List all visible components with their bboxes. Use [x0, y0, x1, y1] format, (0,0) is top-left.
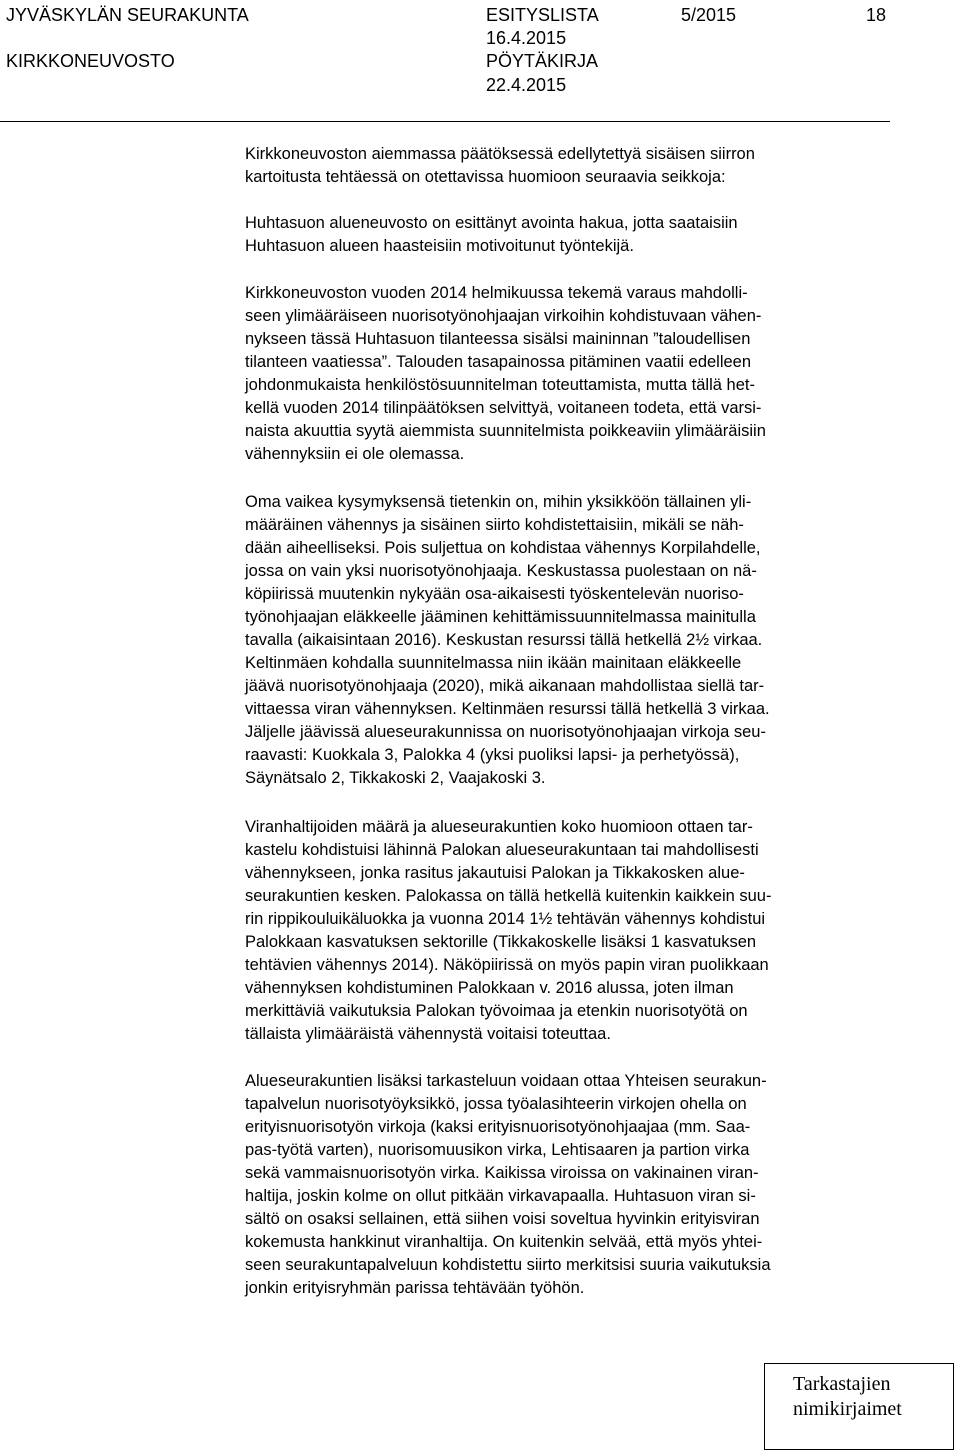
paragraph — [245, 282, 895, 466]
text-line: merkittäviä vaikutuksia Palokan työvoimaa ja etenkin nuorisotyötä on — [245, 1002, 748, 1020]
text-line: Keltinmäen kohdalla suunnitelmassa niin ikään mainitaan eläkkeelle — [245, 654, 742, 672]
text-line: jossa on vain yksi nuorisotyönohjaaja. Keskustassa puolestaan on nä- — [245, 562, 757, 580]
text-line: tilanteen vaatiessa”. Talouden tasapainossa pitäminen vaatii edelleen — [245, 353, 752, 371]
text-line: vähennyksen kohdistuminen Palokkaan v. 2016 alussa, joten ilman — [245, 979, 734, 997]
minutes-label: PÖYTÄKIRJA — [486, 51, 599, 71]
minutes-date: 22.4.2015 — [486, 75, 567, 95]
text-line: naista akuuttia syytä aiemmista suunnitelmista poikkeaviin ylimääräisiin — [245, 422, 766, 440]
text-line: dään aiheelliseksi. Pois suljettua on kohdistaa vähennys Korpilahdelle, — [245, 539, 761, 557]
organization-name: JYVÄSKYLÄN SEURAKUNTA — [6, 5, 249, 25]
paragraph — [245, 1070, 895, 1300]
text-line: vähennykseen, jonka rasitus jakautuisi Palokan ja Tikkakosken alue- — [245, 864, 745, 882]
text-line: Alueseurakuntien lisäksi tarkasteluun voidaan ottaa Yhteisen seurakun- — [245, 1072, 767, 1090]
text-line: johdonmukaista henkilöstösuunnitelman toteuttamista, mutta tällä het- — [245, 376, 755, 394]
text-line: määräinen vähennys ja sisäinen siirto kohdistettaisiin, mikäli se näh- — [245, 516, 744, 534]
text-line: seurakuntien kesken. Palokassa on tällä hetkellä kuitenkin kaikkein suu- — [245, 887, 772, 905]
text-line: vähennyksiin ei ole olemassa. — [245, 445, 465, 463]
text-line: seen ylimääräiseen nuorisotyönohjaajan virkoihin kohdistuvaan vähen- — [245, 307, 762, 325]
text-line: jäävä nuorisotyönohjaaja (2020), mikä aikanaan mahdollistaa siellä tar- — [245, 677, 765, 695]
initials-label-line2: nimikirjaimet — [793, 1398, 902, 1420]
text-line: pas-työtä varten), nuorisomuusikon virka, Lehtisaaren ja partion virka — [245, 1141, 750, 1159]
text-line: Kirkkoneuvoston vuoden 2014 helmikuussa tekemä varaus mahdolli- — [245, 284, 748, 302]
paragraph — [245, 491, 895, 790]
text-line: tehtävien vähennys 2014). Näköpiirissä on myös papin viran puolikkaan — [245, 956, 769, 974]
text-line: kastelu kohdistuisi lähinnä Palokan alueseurakuntaan tai mahdollisesti — [245, 841, 759, 859]
text-line: Kirkkoneuvoston aiemmassa päätöksessä edellytettyä sisäisen siirron — [245, 145, 755, 163]
text-line: seen seurakuntapalveluun kohdistettu siirto merkitsisi suuria vaikutuksia — [245, 1256, 771, 1274]
text-line: Oma vaikea kysymyksensä tietenkin on, mihin yksikköön tällainen yli- — [245, 493, 752, 511]
meeting-number: 5/2015 — [681, 5, 737, 25]
text-line: Palokkaan kasvatuksen sektorille (Tikkakoskelle lisäksi 1 kasvatuksen — [245, 933, 757, 951]
initials-box — [764, 1363, 954, 1450]
text-line: Viranhaltijoiden määrä ja alueseurakuntien koko huomioon ottaen tar- — [245, 818, 753, 836]
text-line: Huhtasuon alueneuvosto on esittänyt avointa hakua, jotta saataisiin — [245, 214, 738, 232]
text-line: jonkin erityisryhmän parissa tehtävään työhön. — [245, 1279, 585, 1297]
agenda-date: 16.4.2015 — [486, 28, 567, 48]
text-line: raavasti: Kuokkala 3, Palokka 4 (yksi puoliksi lapsi- ja perhetyössä), — [245, 746, 740, 764]
text-line: vittaessa viran vähennyksen. Keltinmäen resurssi tällä hetkellä 3 virkaa. — [245, 700, 770, 718]
text-line: sekä vammaisnuorisotyön virka. Kaikissa viroissa on vakinainen viran- — [245, 1164, 759, 1182]
text-line: tapalvelun nuorisotyöyksikkö, jossa työalasihteerin virkojen ohella on — [245, 1095, 747, 1113]
text-line: kokemusta hankkinut viranhaltija. On kuitenkin selvää, että myös yhtei- — [245, 1233, 763, 1251]
agenda-label: ESITYSLISTA — [486, 5, 599, 25]
text-line: tällaista ylimääräistä vähennystä voitaisi toteuttaa. — [245, 1025, 611, 1043]
text-line: kellä vuoden 2014 tilinpäätöksen selvittyä, voitaneen todeta, että varsi- — [245, 399, 762, 417]
text-line: tavalla (aikaisintaan 2016). Keskustan resurssi tällä hetkellä 2½ virkaa. — [245, 631, 763, 649]
text-line: kartoitusta tehtäessä on otettavissa huomioon seuraavia seikkoja: — [245, 168, 726, 186]
paragraph — [245, 143, 895, 189]
text-line: rin rippikouluikäluokka ja vuonna 2014 1½ tehtävän vähennys kohdistui — [245, 910, 766, 928]
board-name: KIRKKONEUVOSTO — [6, 51, 175, 71]
initials-label-line1: Tarkastajien — [793, 1373, 891, 1395]
text-line: sältö on osaksi sellainen, että siihen voisi soveltua hyvinkin erityisviran — [245, 1210, 760, 1228]
text-line: köpiirissä muutenkin nykyään osa-aikaisesti työskentelevän nuoriso- — [245, 585, 744, 603]
text-line: nykseen tässä Huhtasuon tilanteessa sisälsi maininnan ”taloudellisen — [245, 330, 751, 348]
text-line: Säynätsalo 2, Tikkakoski 2, Vaajakoski 3. — [245, 769, 546, 787]
header-divider — [0, 121, 890, 122]
paragraph — [245, 816, 895, 1046]
text-line: haltija, joskin kolme on ollut pitkään virkavapaalla. Huhtasuon viran si- — [245, 1187, 756, 1205]
text-line: erityisnuorisotyön virkoja (kaksi erityisnuorisotyönohjaajaa (mm. Saa- — [245, 1118, 751, 1136]
page-number: 18 — [866, 5, 887, 25]
paragraph — [245, 212, 895, 258]
text-line: Huhtasuon alueen haasteisiin motivoitunut työntekijä. — [245, 237, 634, 255]
text-line: työnohjaajan eläkkeelle jääminen kehittämissuunnitelmassa mainitulla — [245, 608, 756, 626]
text-line: Jäljelle jäävissä alueseurakunnissa on nuorisotyönohjaajan virkoja seu- — [245, 723, 766, 741]
